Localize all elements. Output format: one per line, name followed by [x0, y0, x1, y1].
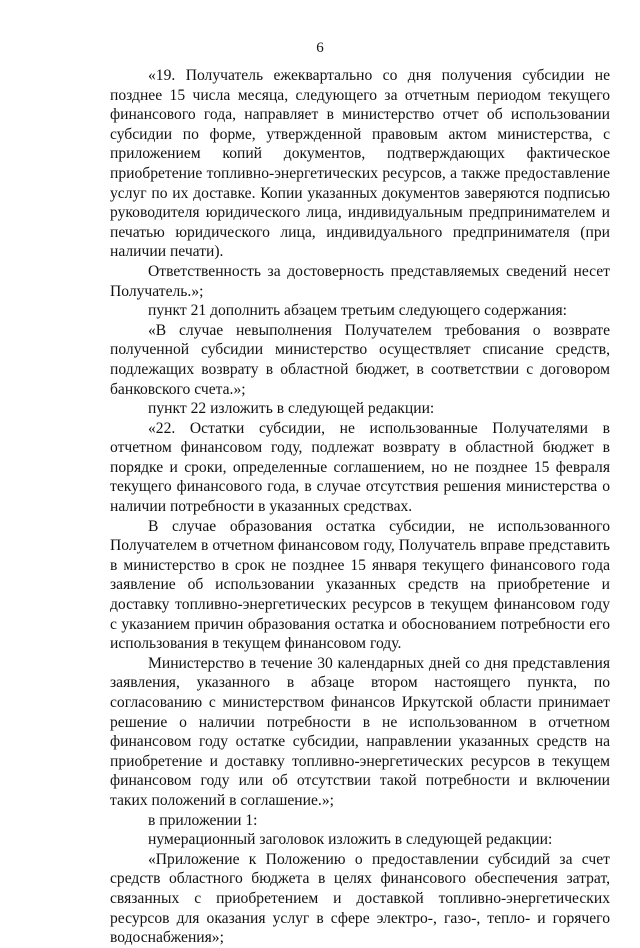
page-number: 6	[316, 40, 324, 56]
paragraph: в приложении 1:	[148, 811, 258, 829]
paragraph: «В случае невыполнения Получателем требования о возврате полученной субсидии министерство осуществляет списание средств, подлежащих возврату в областной бюджет, в соответствии с договором банковского счета.»;	[110, 321, 610, 398]
paragraph: В случае образования остатка субсидии, не использованного Получателем в отчетном финансовом году, Получатель вправе представить в министерство в срок не позднее 15 января текущего финансового года заявление об использовании указанных средств на приобретение и доставку топливно-энергетических ресурсов в текущем финансовом году с указанием причин образования остатка и обоснованием потребности его использования в текущем финансовом году.	[110, 517, 610, 653]
document-body	[110, 66, 610, 948]
paragraph: «Приложение к Положению о предоставлении субсидий за счет средств областного бюджета в целях финансового обеспечения затрат, связанных с приобретением и доставкой топливно-энергетических ресурсов для оказания услуг в сфере электро-, газо-, тепло- и горячего водоснабжения»;	[110, 850, 610, 947]
paragraph: «22. Остатки субсидии, не использованные Получателями в отчетном финансовом году, подлежат возврату в областной бюджет в порядке и сроки, определенные соглашением, но не позднее 15 февраля текущего финансового года, в случае отсутствия решения министерства о наличии потребности в указанных средствах.	[110, 419, 610, 516]
paragraph: «19. Получатель ежеквартально со дня получения субсидии не позднее 15 числа месяца, следующего за отчетным периодом текущего финансового года, направляет в министерство отчет об использовании субсидии по форме, утвержденной правовым актом министерства, с приложением копий документов, подтверждающих фактическое приобретение топливно-энергетических ресурсов, а также предоставление услуг по их доставке. Копии указанных документов заверяются подписью руководителя юридического лица, индивидуальным предпринимателем и печатью юридического лица, индивидуального предпринимателя (при наличии печати).	[110, 67, 610, 261]
paragraph: пункт 22 изложить в следующей редакции:	[148, 400, 435, 418]
paragraph: нумерационный заголовок изложить в следующей редакции:	[148, 831, 553, 849]
paragraph: пункт 21 дополнить абзацем третьим следующего содержания:	[148, 302, 567, 320]
paragraph: Министерство в течение 30 календарных дней со дня представления заявления, указанного в абзаце втором настоящего пункта, по согласованию с министерством финансов Иркутской области принимает решение о наличии потребности в не использованном в отчетном финансовом году остатке субсидии, направлении указанных средств на приобретение и доставку топливно-энергетических ресурсов в текущем финансовом году или об отсутствии такой потребности и включении таких положений в соглашение.»;	[110, 654, 610, 809]
paragraph: Ответственность за достоверность представляемых сведений несет Получатель.»;	[110, 262, 610, 300]
